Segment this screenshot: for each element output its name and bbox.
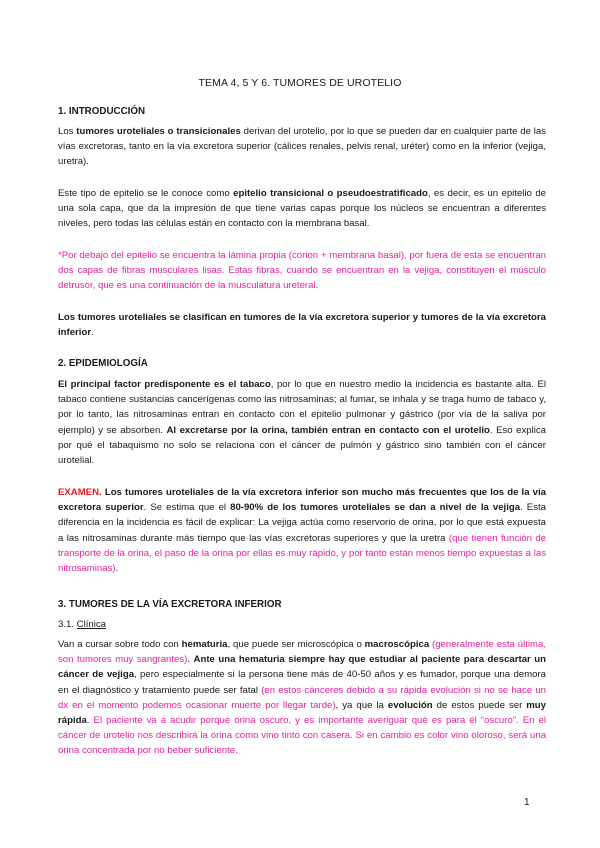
section-introduccion <box>58 104 546 119</box>
highlight-text: (que tienen función de transporte de la orina, el paso de la orina por ellas es muy rápido, y por tanto están menos tiempo expuestas a las nitrosaminas) <box>58 532 546 575</box>
page-number: 1 <box>524 797 530 808</box>
bold-text: Los tumores uroteliales se clasifican en tumores de la vía excretora superior y tumores de la vía excretora inferior <box>58 312 546 339</box>
highlight-text: (en estos cánceres debido a su rápida evolución si no se hace un dx en el momento podemos ocasionar muerte por llegar tarde) <box>58 684 546 711</box>
bold-text: Ante una hematuria siempre hay que estudiar al paciente para descartar un cáncer de vejiga <box>58 654 546 681</box>
text: Este tipo de epitelio se le conoce como <box>58 188 234 199</box>
text: de estos puede ser <box>432 699 527 711</box>
text: , por lo que en nuestro medio la incidencia es bastante alta. El tabaco contiene sustancias cancerígenas como las nitrosaminas; al fumar, se inhala y se traga humo de tabaco y, por lo tanto, las nitrosaminas entran en contacto con el epitelio pulmonar y gástrico (por vía de la saliva por ejemplo) y se absorben. <box>58 379 546 436</box>
bold-text: 80-90% de los tumores uroteliales se dan a nivel de la vejiga <box>230 502 521 514</box>
bold-text: Los tumores uroteliales de la vía excretora inferior son mucho más frecuentes que los de la vía excretora superior <box>58 487 546 514</box>
paragraph <box>58 124 546 170</box>
paragraph <box>58 310 546 340</box>
text: . Esta diferencia en la incidencia es fácil de explicar: La vejiga actúa como reservorio de orina, por lo que está expuesta a las nitrosaminas durante más tiempo que las vías excretoras superiores y que la uretra <box>58 502 547 544</box>
text: , que puede ser microscópica o <box>227 639 365 650</box>
bold-term: muy rápida <box>58 699 546 727</box>
text: , pero especialmente si la persona tiene más de 40-50 años y es fumador, porque una demora en el diagnóstico y tratamiento puede ser fatal <box>58 669 546 696</box>
section-tumores-via-inferior <box>58 597 546 612</box>
document-title: TEMA 4, 5 Y 6. TUMORES DE UROTELIO <box>198 77 402 89</box>
text: , es decir, es un epitelio de una sola capa, que da la impresión de que tiene varias capas porque los núcleos se encuentran a diferentes niveles, pero todas las células están en contacto con la membrana basal. <box>58 188 546 230</box>
paragraph <box>58 637 546 759</box>
exam-label: EXAMEN. <box>58 487 102 498</box>
section-heading: 1. INTRODUCCIÓN <box>58 106 146 117</box>
bold-term: tumores uroteliales o transicionales <box>76 126 241 137</box>
text: , ya que la <box>335 699 388 711</box>
bold-term: macroscópica <box>364 639 430 650</box>
paragraph-exam <box>58 485 546 576</box>
text: . <box>91 327 94 339</box>
bold-term: evolución <box>387 699 433 711</box>
text: *Por debajo del epitelio se encuentra la lámina propia (corion + membrana basal), por fuera de esta se encuentran dos capas de fibras musculares lisas. Estas fibras, cuando se encuentran en la vejiga, constituyen el músculo detrusor, que es una continuación de la musculatura ureteral. <box>58 250 546 292</box>
highlight-text: (generalmente esta última, son tumores muy sangrantes) <box>58 639 546 666</box>
bold-text: Al excretarse por la orina, también entran en contacto con el urotelio <box>166 424 490 436</box>
section-heading: 2. EPIDEMIOLOGÍA <box>58 358 148 369</box>
paragraph <box>58 377 546 468</box>
subsection-number: 3.1. <box>58 619 77 630</box>
bold-term: hematuria <box>181 639 228 650</box>
paragraph <box>58 186 546 232</box>
text: . Eso explica por qué el tabaquismo no solo se relaciona con el cáncer de pulmón y gástrico sino también con el cáncer urotelial. <box>58 424 546 467</box>
highlight-text: El paciente va a acudir porque orina oscuro, y es importante averiguar qué es para él “oscuro”. En el cáncer de urotelio nos describirá la orina como vino tinto con casera. Si en cambio es color vino oloroso, será una orina concentrada por no beber suficiente. <box>58 715 547 757</box>
text: Van a cursar sobre todo con <box>58 639 182 650</box>
text: . <box>86 715 94 727</box>
bold-term: epitelio transicional o pseudoestratificado <box>233 188 428 199</box>
section-heading: 3. TUMORES DE LA VÍA EXCRETORA INFERIOR <box>58 599 282 610</box>
text: Los <box>58 126 77 137</box>
text: . <box>115 563 119 575</box>
subsection-heading <box>58 617 546 632</box>
text: derivan del urotelio, por lo que se pueden dar en cualquier parte de las vías excretoras, tanto en la vía excretora superior (cálices renales, pelvis renal, uréter) como en la inferior (vejiga, uretra). <box>58 126 546 168</box>
bold-text: El principal factor predisponente es el tabaco <box>58 379 271 390</box>
highlight-note <box>58 248 546 294</box>
text: . <box>187 654 194 666</box>
text: . Se estima que el <box>143 502 231 514</box>
subsection-label: Clínica <box>76 619 106 630</box>
section-epidemiologia <box>58 356 546 371</box>
